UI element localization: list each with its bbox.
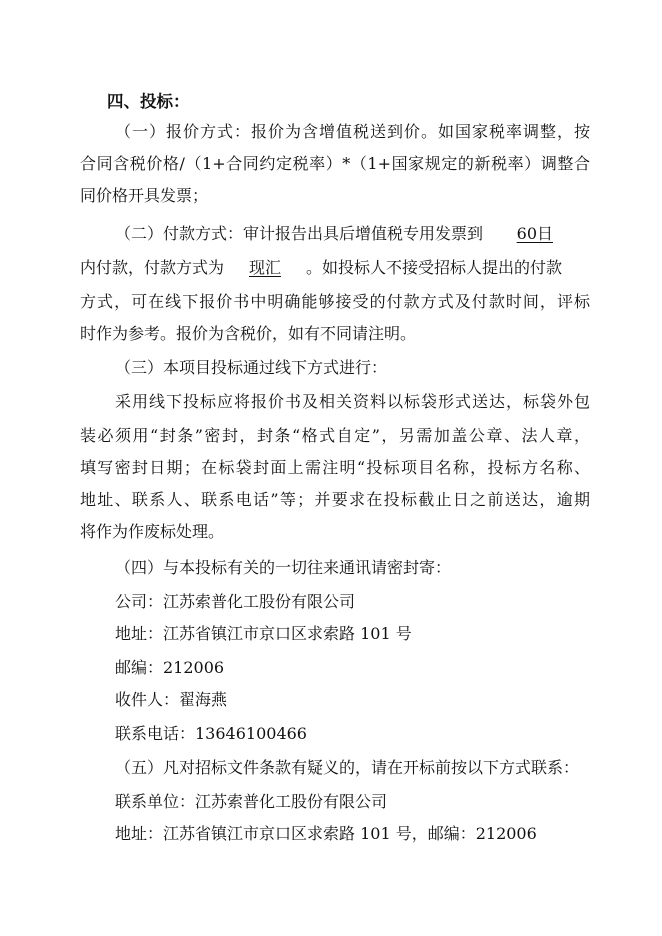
mail-address: 地址：江苏省镇江市京口区求索路 101 号	[115, 624, 412, 643]
pricing-line-2: 合同含税价格/（1+合同约定税率）*（1+国家规定的新税率）调整合	[80, 154, 590, 173]
pricing-line-3: 同价格开具发票；	[80, 186, 209, 205]
pricing-line-1: （一）报价方式：报价为含增值税送到价。如国家税率调整，按	[115, 122, 590, 141]
payment-days-value: 60日	[516, 224, 554, 243]
mail-phone: 联系电话：13646100466	[115, 724, 307, 743]
contact-unit: 联系单位：江苏索普化工股份有限公司	[115, 792, 388, 811]
mail-postcode: 邮编：212006	[115, 658, 225, 677]
mail-company: 公司：江苏索普化工股份有限公司	[115, 592, 356, 611]
payment-line-1	[115, 224, 590, 244]
payment-line-1-text: （二）付款方式：审计报告出具后增值税专用发票到	[115, 224, 484, 243]
offline-line-1: 采用线下投标应将报价书及相关资料以标袋形式送达，标袋外包	[115, 392, 590, 411]
offline-heading: （三）本项目投标通过线下方式进行：	[115, 358, 388, 377]
offline-line-4: 地址、联系人、联系电话”等；并要求在投标截止日之前送达，逾期	[80, 490, 590, 509]
payment-line-2-post: 。如投标人不接受招标人提出的付款	[306, 258, 563, 277]
payment-method-value: 现汇	[249, 258, 282, 277]
payment-line-4: 时作为参考。报价为含税价，如有不同请注明。	[80, 324, 417, 343]
offline-line-5: 将作为作废标处理。	[80, 522, 225, 541]
section-heading: 四、投标：	[107, 92, 190, 111]
mail-heading: （四）与本投标有关的一切往来通讯请密封寄：	[115, 558, 452, 577]
contact-address: 地址：江苏省镇江市京口区求索路 101 号，邮编：212006	[115, 824, 537, 843]
payment-line-2	[80, 258, 590, 278]
payment-line-2-pre: 内付款，付款方式为	[80, 258, 225, 277]
offline-line-3: 填写密封日期；在标袋封面上需注明“投标项目名称，投标方名称、	[80, 458, 590, 477]
contact-heading: （五）凡对招标文件条款有疑义的，请在开标前按以下方式联系：	[115, 758, 580, 777]
mail-recipient: 收件人：翟海燕	[115, 690, 228, 709]
payment-line-3: 方式，可在线下报价书中明确能够接受的付款方式及付款时间，评标	[80, 292, 590, 311]
offline-line-2: 装必须用“封条”密封，封条“格式自定”，另需加盖公章、法人章，	[80, 426, 590, 445]
